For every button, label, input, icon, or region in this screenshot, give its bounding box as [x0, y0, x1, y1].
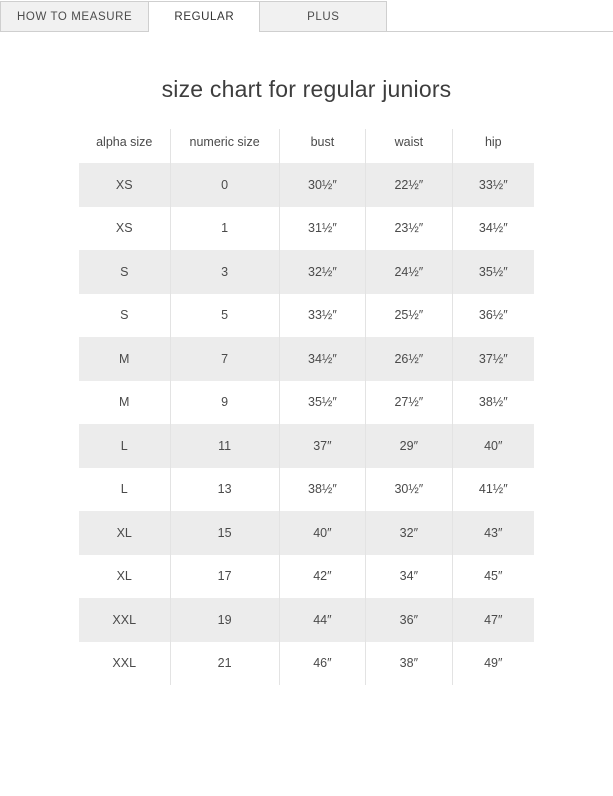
table-row: [79, 468, 534, 512]
table-row: [79, 337, 534, 381]
size-chart-table: [79, 129, 534, 685]
cell-waist: 22½″: [366, 163, 452, 207]
table-row: [79, 424, 534, 468]
cell-hip: 40″: [452, 424, 534, 468]
tab-regular-label: REGULAR: [174, 11, 235, 23]
cell-alpha-size: XS: [79, 207, 170, 251]
cell-numeric-size: 21: [170, 642, 279, 686]
cell-hip: 41½″: [478, 482, 508, 497]
tab-how-to-measure[interactable]: [0, 1, 149, 31]
cell-bust: 35½″: [279, 381, 365, 425]
cell-bust: 37″: [279, 424, 365, 468]
cell-hip: 33½″: [452, 163, 534, 207]
cell-hip: 34½″: [478, 221, 508, 236]
table-header-row: [79, 129, 534, 163]
table-row: [79, 207, 534, 251]
cell-numeric-size: 17: [170, 555, 279, 599]
cell-bust: 30½″: [279, 163, 365, 207]
cell-hip: 43″: [452, 511, 534, 555]
tab-plus-label: PLUS: [307, 11, 340, 23]
cell-waist: 23½″: [366, 207, 452, 251]
cell-numeric-size: 3: [170, 250, 279, 294]
column-header-bust: bust: [279, 129, 365, 163]
cell-waist: 38″: [366, 642, 452, 686]
table-row: [79, 163, 534, 207]
cell-numeric-size: 15: [170, 511, 279, 555]
cell-bust: 44″: [279, 598, 365, 642]
cell-alpha-size: M: [79, 381, 170, 425]
cell-alpha-size: XS: [79, 163, 170, 207]
cell-waist: 25½″: [366, 294, 452, 338]
cell-waist: 36″: [366, 598, 452, 642]
cell-numeric-size: 5: [170, 294, 279, 338]
cell-waist: 24½″: [366, 250, 452, 294]
cell-waist: 32″: [366, 511, 452, 555]
cell-waist: 34″: [366, 555, 452, 599]
cell-bust: 38½″: [279, 468, 365, 512]
cell-bust: 40″: [279, 511, 365, 555]
cell-alpha-size: XXL: [79, 642, 170, 686]
cell-alpha-size: S: [79, 294, 170, 338]
cell-alpha-size: XL: [79, 511, 170, 555]
cell-bust: 32½″: [279, 250, 365, 294]
cell-numeric-size: 19: [170, 598, 279, 642]
table-row: [79, 511, 534, 555]
cell-waist: 29″: [366, 424, 452, 468]
cell-numeric-size: 11: [170, 424, 279, 468]
cell-numeric-size: 1: [170, 207, 279, 251]
cell-alpha-size: S: [79, 250, 170, 294]
tab-bar: [0, 0, 613, 32]
cell-hip: 45″: [484, 569, 503, 584]
cell-hip: 38½″: [478, 395, 508, 410]
cell-bust: 46″: [279, 642, 365, 686]
table-row: [79, 381, 534, 425]
cell-alpha-size: M: [79, 337, 170, 381]
cell-bust: 31½″: [279, 207, 365, 251]
tab-how-to-measure-label: HOW TO MEASURE: [17, 11, 133, 23]
cell-numeric-size: 9: [170, 381, 279, 425]
cell-hip: 35½″: [452, 250, 534, 294]
cell-alpha-size: XL: [79, 555, 170, 599]
table-header: [79, 129, 534, 163]
table-row: [79, 642, 534, 686]
cell-bust: 42″: [279, 555, 365, 599]
page-title: size chart for regular juniors: [161, 76, 452, 102]
cell-hip: 47″: [452, 598, 534, 642]
table-row: [79, 250, 534, 294]
cell-numeric-size: 13: [170, 468, 279, 512]
cell-alpha-size: XXL: [79, 598, 170, 642]
table-row: [79, 294, 534, 338]
table-row: [79, 555, 534, 599]
cell-alpha-size: L: [79, 468, 170, 512]
cell-bust: 33½″: [279, 294, 365, 338]
cell-hip: 37½″: [452, 337, 534, 381]
cell-numeric-size: 7: [170, 337, 279, 381]
table-body: [79, 163, 534, 685]
column-header-alpha-size: alpha size: [79, 129, 170, 163]
size-chart-container: [79, 129, 534, 685]
cell-hip: 36½″: [478, 308, 508, 323]
cell-waist: 27½″: [366, 381, 452, 425]
tab-regular[interactable]: [148, 1, 260, 31]
cell-waist: 26½″: [366, 337, 452, 381]
cell-alpha-size: L: [79, 424, 170, 468]
table-row: [79, 598, 534, 642]
column-header-waist: waist: [366, 129, 452, 163]
cell-numeric-size: 0: [170, 163, 279, 207]
cell-hip: 49″: [484, 656, 503, 671]
tab-plus[interactable]: [259, 1, 387, 31]
cell-waist: 30½″: [366, 468, 452, 512]
column-header-numeric-size: numeric size: [170, 129, 279, 163]
cell-bust: 34½″: [279, 337, 365, 381]
column-header-hip: hip: [452, 129, 534, 163]
